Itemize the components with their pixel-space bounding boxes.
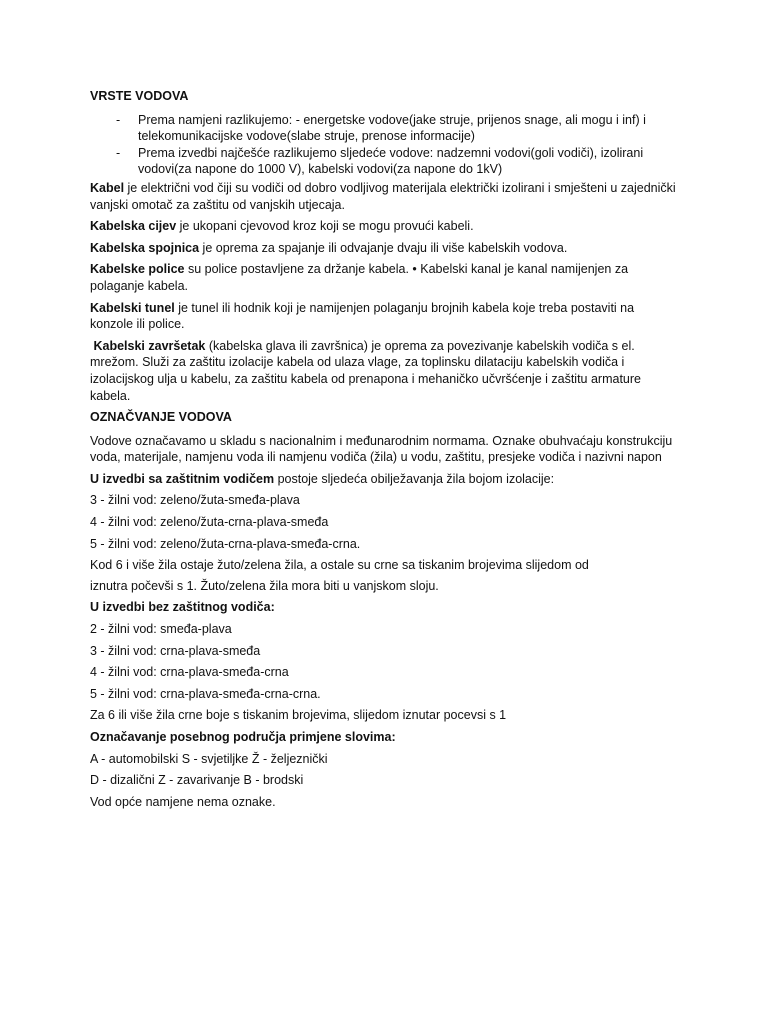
bullet-marker: -	[116, 145, 121, 160]
term: Kabel	[90, 180, 125, 195]
note-line: iznutra počevši s 1. Žuto/zelena žila mora biti u vanjskom sloju.	[90, 578, 439, 593]
heading-vrste-vodova: VRSTE VODOVA	[90, 89, 189, 103]
term: Kabelska spojnica	[90, 240, 200, 255]
list-item: 5 - žilni vod: zeleno/žuta-crna-plava-smeđa-crna.	[90, 536, 361, 551]
special-line: A - automobilski S - svjetiljke Ž - željeznički	[90, 751, 328, 766]
definition-text: su police postavljene za držanje kabela. • Kabelski kanal je kanal namijenjen za polaganje kabela.	[90, 262, 629, 293]
intro-paragraph: Vodove označavamo u skladu s nacionalnim i međunarodnim normama. Oznake obuhvaćaju konstrukciju voda, materijale, namjenu voda ili namjenu vodiča (žila) u vodu, zaštitu, presjeke vodiča i nazivni napon	[90, 433, 673, 465]
term: Kabelski završetak	[90, 338, 206, 353]
with-protective-title: U izvedbi sa zaštitnim vodičem	[90, 471, 275, 486]
list-item: 4 - žilni vod: crna-plava-smeđa-crna	[90, 665, 289, 680]
document-page	[90, 88, 680, 815]
bullet-text: Prema namjeni razlikujemo: - energetske vodove(jake struje, prijenos snage, ali mogu i inf) i telekomunikacijske vodove(slabe struje, prenose informacije)	[138, 112, 646, 144]
definition-text: je tunel ili hodnik koji je namijenjen polaganju brojnih kabela koje treba postaviti na konzole ili police.	[90, 300, 635, 332]
definition-kabelska-cijev	[90, 218, 680, 235]
bullet-text: Prema izvedbi najčešće razlikujemo sljedeće vodove: nadzemni vodovi(goli vodiči), izolirani vodovi(za napone do 1000 V), kabelski vodovi(za napone do 1kV)	[138, 145, 644, 177]
types-list	[90, 112, 680, 178]
definition-kabelski-tunel	[90, 300, 680, 333]
definition-kabelski-zavrsetak	[90, 338, 680, 404]
list-item: 2 - žilni vod: smeđa-plava	[90, 622, 232, 637]
definition-text: je oprema za spajanje ili odvajanje dvaju ili više kabelskih vodova.	[199, 240, 568, 255]
list-item: 4 - žilni vod: zeleno/žuta-crna-plava-smeđa	[90, 515, 329, 530]
definition-text: (kabelska glava ili završnica) je oprema za povezivanje kabelskih vodiča s el. mrežom. Služi za zaštitu izolacije kabela od ulaza vlage, za toplinsku dilataciju kabelskih vodiča i izolacijskog ulja u kabelu, za zaštitu kabela od prenapona i mehaničko učvršćenje i zaštitu armature kabela.	[90, 338, 641, 403]
bullet-marker: -	[116, 112, 121, 127]
list-item: 3 - žilni vod: crna-plava-smeđa	[90, 643, 261, 658]
without-protective-note: Za 6 ili više žila crne boje s tiskanim brojevima, slijedom iznutar pocevsi s 1	[90, 708, 507, 723]
list-item: 3 - žilni vod: zeleno/žuta-smeđa-plava	[90, 493, 300, 508]
definition-kabelske-police	[90, 261, 680, 294]
without-protective-title: U izvedbi bez zaštitnog vodiča:	[90, 600, 275, 615]
list-item: 5 - žilni vod: crna-plava-smeđa-crna-crna.	[90, 686, 321, 701]
term: Kabelske police	[90, 262, 185, 277]
special-title: Označavanje posebnog područja primjene slovima:	[90, 730, 396, 744]
with-protective-lead	[90, 471, 680, 488]
definition-text: je ukopani cjevovod kroz koji se mogu provući kabeli.	[176, 219, 474, 234]
special-line: Vod opće namjene nema oznake.	[90, 794, 276, 809]
list-item	[90, 145, 680, 178]
definition-text: je električni vod čiji su vodiči od dobro vodljivog materijala električki izolirani i smješteni u zajednički vanjski omotač za zaštitu od vanjskih utjecaja.	[90, 180, 676, 212]
definition-kabelska-spojnica	[90, 240, 680, 257]
term: Kabelski tunel	[90, 300, 175, 315]
heading-oznacavanje-vodova: OZNAČVANJE VODOVA	[90, 410, 232, 425]
definition-kabel	[90, 180, 680, 213]
with-protective-rest: postoje sljedeća obilježavanja žila bojom izolacije:	[274, 471, 555, 486]
term: Kabelska cijev	[90, 219, 177, 234]
special-line: D - dizalični Z - zavarivanje B - brodski	[90, 773, 304, 788]
list-item	[90, 112, 680, 145]
note-line: Kod 6 i više žila ostaje žuto/zelena žila, a ostale su crne sa tiskanim brojevima slijedom od	[90, 558, 589, 573]
